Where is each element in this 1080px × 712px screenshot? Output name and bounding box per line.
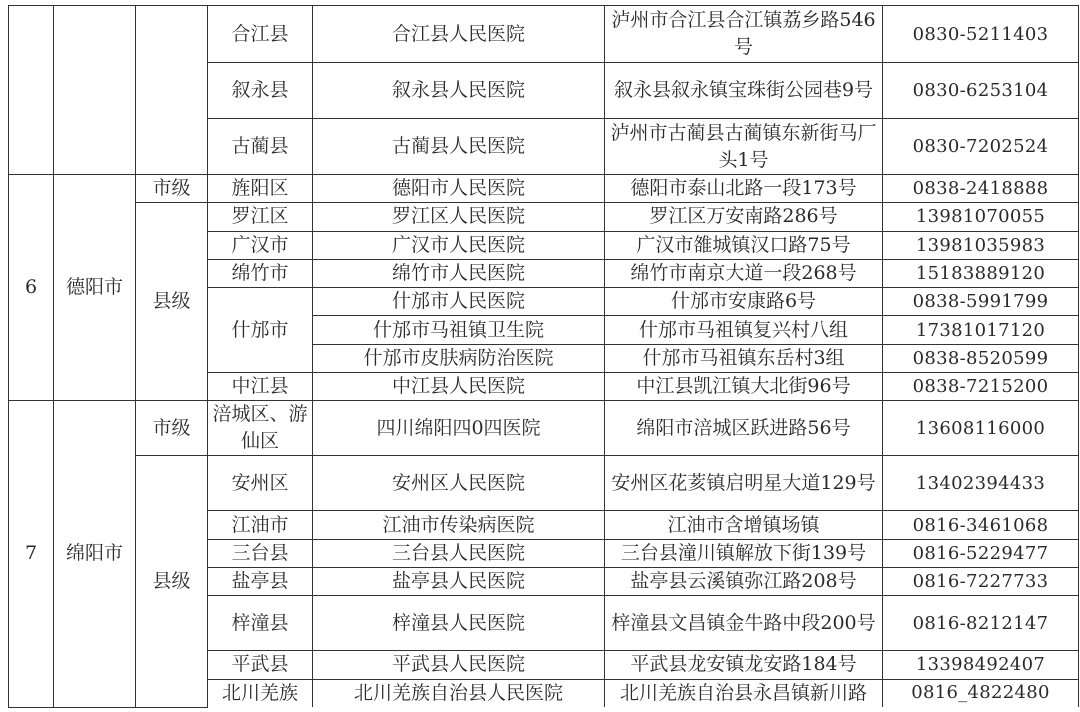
phone-cell: 0816_4822480 — [883, 679, 1079, 707]
city-cell-empty — [54, 6, 136, 175]
county-cell: 安州区 — [208, 456, 313, 511]
hospital-cell: 罗江区人民医院 — [313, 203, 605, 231]
level-cell: 市级 — [136, 175, 208, 203]
table-row — [9, 203, 1079, 231]
address-cell: 三台县潼川镇解放下街139号 — [605, 539, 883, 567]
county-cell: 中江县 — [208, 373, 313, 401]
address-cell: 中江县凯江镇大北街96号 — [605, 373, 883, 401]
phone-cell: 13398492407 — [883, 651, 1079, 679]
hospital-cell: 广汉市人民医院 — [313, 231, 605, 259]
phone-cell: 0816-7227733 — [883, 567, 1079, 595]
hospital-cell: 什邡市皮肤病防治医院 — [313, 344, 605, 372]
county-cell: 绵竹市 — [208, 259, 313, 287]
address-cell: 平武县龙安镇龙安路184号 — [605, 651, 883, 679]
phone-cell: 13402394433 — [883, 456, 1079, 511]
phone-cell: 0838-5991799 — [883, 288, 1079, 316]
phone-cell: 13981070055 — [883, 203, 1079, 231]
county-cell: 江油市 — [208, 511, 313, 539]
hospital-cell: 四川绵阳四0四医院 — [313, 401, 605, 456]
address-cell: 北川羌族自治县永昌镇新川路 — [605, 679, 883, 707]
phone-cell: 0830-7202524 — [883, 119, 1079, 175]
hospital-cell: 什邡市人民医院 — [313, 288, 605, 316]
phone-cell: 0830-5211403 — [883, 6, 1079, 63]
address-cell: 德阳市泰山北路一段173号 — [605, 175, 883, 203]
phone-cell: 0816-3461068 — [883, 511, 1079, 539]
index-cell: 7 — [9, 401, 54, 707]
hospital-cell: 安州区人民医院 — [313, 456, 605, 511]
address-cell: 盐亭县云溪镇弥江路208号 — [605, 567, 883, 595]
phone-cell: 0830-6253104 — [883, 63, 1079, 119]
phone-cell: 17381017120 — [883, 316, 1079, 344]
address-cell: 绵竹市南京大道一段268号 — [605, 259, 883, 287]
hospital-cell: 合江县人民医院 — [313, 6, 605, 63]
phone-cell: 0838-2418888 — [883, 175, 1079, 203]
county-cell: 梓潼县 — [208, 596, 313, 651]
hospital-cell: 平武县人民医院 — [313, 651, 605, 679]
county-cell: 什邡市 — [208, 288, 313, 373]
level-cell: 县级 — [136, 456, 208, 707]
hospital-cell: 三台县人民医院 — [313, 539, 605, 567]
phone-cell: 0816-5229477 — [883, 539, 1079, 567]
county-cell: 盐亭县 — [208, 567, 313, 595]
phone-cell: 13981035983 — [883, 231, 1079, 259]
hospital-cell: 盐亭县人民医院 — [313, 567, 605, 595]
county-cell: 古蔺县 — [208, 119, 313, 175]
address-cell: 梓潼县文昌镇金牛路中段200号 — [605, 596, 883, 651]
county-cell: 旌阳区 — [208, 175, 313, 203]
index-cell-empty — [9, 6, 54, 175]
phone-cell: 0838-7215200 — [883, 373, 1079, 401]
address-cell: 叙永县叙永镇宝珠街公园巷9号 — [605, 63, 883, 119]
phone-cell: 15183889120 — [883, 259, 1079, 287]
phone-cell: 0816-8212147 — [883, 596, 1079, 651]
address-cell: 罗江区万安南路286号 — [605, 203, 883, 231]
phone-cell: 13608116000 — [883, 401, 1079, 456]
hospital-cell: 梓潼县人民医院 — [313, 596, 605, 651]
address-cell: 广汉市雒城镇汉口路75号 — [605, 231, 883, 259]
county-cell: 平武县 — [208, 651, 313, 679]
county-cell: 涪城区、游仙区 — [208, 401, 313, 456]
level-cell: 县级 — [136, 203, 208, 401]
hospital-cell: 德阳市人民医院 — [313, 175, 605, 203]
address-cell: 绵阳市涪城区跃进路56号 — [605, 401, 883, 456]
county-cell: 北川羌族 — [208, 679, 313, 707]
address-cell: 泸州市古蔺县古蔺镇东新街马厂头1号 — [605, 119, 883, 175]
address-cell: 泸州市合江县合江镇荔乡路546号 — [605, 6, 883, 63]
table-row — [9, 401, 1079, 456]
table-row — [9, 456, 1079, 511]
phone-cell: 0838-8520599 — [883, 344, 1079, 372]
county-cell: 广汉市 — [208, 231, 313, 259]
city-cell: 绵阳市 — [54, 401, 136, 707]
table-row — [9, 6, 1079, 63]
county-cell: 三台县 — [208, 539, 313, 567]
county-cell: 合江县 — [208, 6, 313, 63]
hospital-cell: 古蔺县人民医院 — [313, 119, 605, 175]
address-cell: 安州区花荄镇启明星大道129号 — [605, 456, 883, 511]
hospital-cell: 叙永县人民医院 — [313, 63, 605, 119]
hospital-cell: 中江县人民医院 — [313, 373, 605, 401]
address-cell: 什邡市安康路6号 — [605, 288, 883, 316]
level-cell-empty — [136, 6, 208, 175]
county-cell: 叙永县 — [208, 63, 313, 119]
county-cell: 罗江区 — [208, 203, 313, 231]
address-cell: 什邡市马祖镇复兴村八组 — [605, 316, 883, 344]
address-cell: 江油市含增镇场镇 — [605, 511, 883, 539]
hospital-cell: 江油市传染病医院 — [313, 511, 605, 539]
table-row — [9, 175, 1079, 203]
hospital-table — [8, 5, 1079, 708]
hospital-cell: 北川羌族自治县人民医院 — [313, 679, 605, 707]
hospital-cell: 什邡市马祖镇卫生院 — [313, 316, 605, 344]
level-cell: 市级 — [136, 401, 208, 456]
hospital-cell: 绵竹市人民医院 — [313, 259, 605, 287]
city-cell: 德阳市 — [54, 175, 136, 401]
index-cell: 6 — [9, 175, 54, 401]
address-cell: 什邡市马祖镇东岳村3组 — [605, 344, 883, 372]
